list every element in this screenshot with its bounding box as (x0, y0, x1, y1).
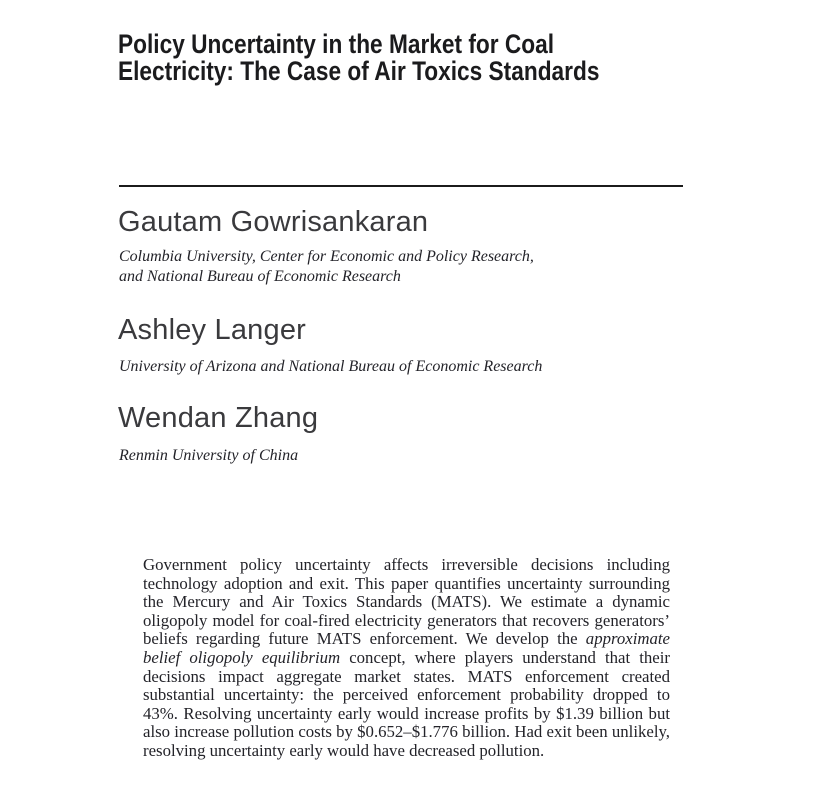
abstract-text-part-1: Government policy uncertainty affects irreversible decisions including technology adoption and exit. This paper quantifies uncertainty surrounding the Mercury and Air Toxics Standards (MATS). We estimate a dynamic oligopoly model for coal-fired electricity generators that recovers generators’ beliefs regarding future MATS enforcement. We develop the (143, 555, 670, 649)
author-affiliation-zhang (119, 446, 298, 466)
title-separator-rule (119, 185, 683, 187)
affiliation-line: Renmin University of China (119, 447, 299, 464)
abstract-paragraph (143, 556, 670, 761)
paper-title-line-1: Policy Uncertainty in the Market for Coal (118, 29, 555, 59)
author-name-zhang: Wendan Zhang (118, 402, 319, 434)
paper-title-line-2: Electricity: The Case of Air Toxics Standards (118, 56, 600, 86)
affiliation-line: University of Arizona and National Bureau of Economic Research (119, 358, 543, 375)
abstract-text-part-2: concept, where players understand that their decisions impact aggregate market states. MATS enforcement created substantial uncertainty: the perceived enforcement probability dropped to 43%. Resolving uncertainty early would increase profits by $1.39 billion but also increase pollution costs by $0.652–$1.776 billion. Had exit been unlikely, resolving uncertainty early would have decreased pollution. (143, 647, 670, 760)
author-name-langer: Ashley Langer (118, 314, 306, 346)
paper-title (118, 31, 599, 85)
author-affiliation-langer (119, 357, 542, 377)
affiliation-line: and National Bureau of Economic Research (119, 268, 401, 285)
affiliation-line: Columbia University, Center for Economic and Policy Research, (119, 248, 534, 265)
author-affiliation-gowrisankaran (119, 247, 534, 287)
author-name-gowrisankaran: Gautam Gowrisankaran (118, 206, 429, 238)
abstract-italic-phrase: approximate belief oligopoly equilibrium (143, 629, 670, 667)
